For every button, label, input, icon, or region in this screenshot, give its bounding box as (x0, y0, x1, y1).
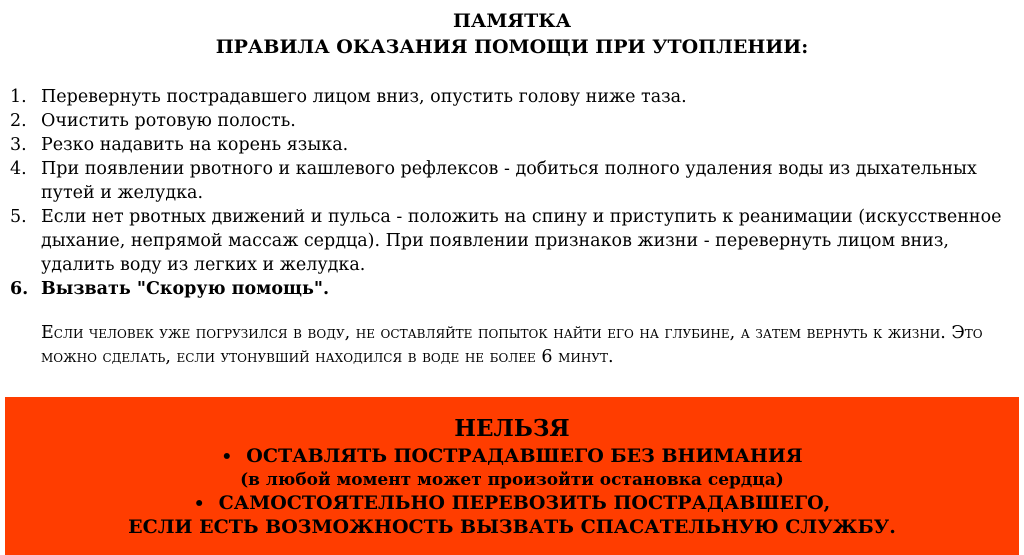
prohibited-item-2-text: САМОСТОЯТЕЛЬНО ПЕРЕВОЗИТЬ ПОСТРАДАВШЕГО, (218, 492, 831, 514)
rule-number: 6. (10, 279, 29, 299)
rule-item-3 (10, 133, 1010, 157)
rule-number: 4. (10, 159, 27, 179)
rule-item-2 (10, 109, 1010, 133)
rule-number: 1. (10, 87, 27, 107)
drowning-note: Если человек уже погрузился в воду, не оставляйте попыток найти его на глубине, а затем вернуть к жизни. Это можно сделать, если утонувший находился в воде не более 6 минут. (41, 323, 983, 367)
prohibited-item-1 (5, 445, 1019, 469)
rule-item-5 (10, 205, 1010, 277)
rule-text-before: Вызвать (41, 279, 131, 299)
rule-text: Очистить ротовую полость. (41, 111, 296, 131)
rule-text: Если нет рвотных движений и пульса - положить на спину и приступить к реанимации (искусственное дыхание, непрямой массаж сердца). При появлении признаков жизни - перевернуть лицом вниз, удалить воду из легких и желудка. (41, 207, 1002, 275)
ambulance-quote: "Скорую помощь" (136, 279, 323, 299)
rule-text: При появлении рвотного и кашлевого рефлексов - добиться полного удаления воды из дыхательных путей и желудка. (41, 159, 977, 203)
prohibited-item-1-text: ОСТАВЛЯТЬ ПОСТРАДАВШЕГО БЕЗ ВНИМАНИЯ (246, 445, 803, 467)
prohibited-item-2 (5, 492, 1019, 516)
rules-list (10, 85, 1010, 301)
rule-number: 5. (10, 207, 27, 227)
prohibited-item-2-continued: ЕСЛИ ЕСТЬ ВОЗМОЖНОСТЬ ВЫЗВАТЬ СПАСАТЕЛЬНУЮ СЛУЖБУ. (128, 516, 896, 538)
rule-number: 2. (10, 111, 27, 131)
memo-title: ПАМЯТКА (452, 10, 572, 32)
rule-text: Резко надавить на корень языка. (41, 135, 349, 155)
bullet-icon: • (221, 447, 233, 467)
prohibited-item-1-note: (в любой момент может произойти остановка сердца) (240, 470, 784, 490)
rule-item-6 (10, 277, 1010, 301)
prohibited-list (5, 445, 1019, 539)
rule-text: Перевернуть пострадавшего лицом вниз, опустить голову ниже таза. (41, 87, 687, 107)
rule-text-after: . (322, 279, 330, 299)
memo-subtitle: ПРАВИЛА ОКАЗАНИЯ ПОМОЩИ ПРИ УТОПЛЕНИИ: (215, 36, 809, 58)
prohibited-banner (5, 397, 1019, 555)
rule-text (41, 277, 1010, 301)
rule-item-1 (10, 85, 1010, 109)
bullet-icon: • (193, 494, 205, 514)
prohibited-title: НЕЛЬЗЯ (454, 415, 570, 442)
rule-item-4 (10, 157, 1010, 205)
memo-header (0, 8, 1024, 60)
rule-number: 3. (10, 135, 27, 155)
